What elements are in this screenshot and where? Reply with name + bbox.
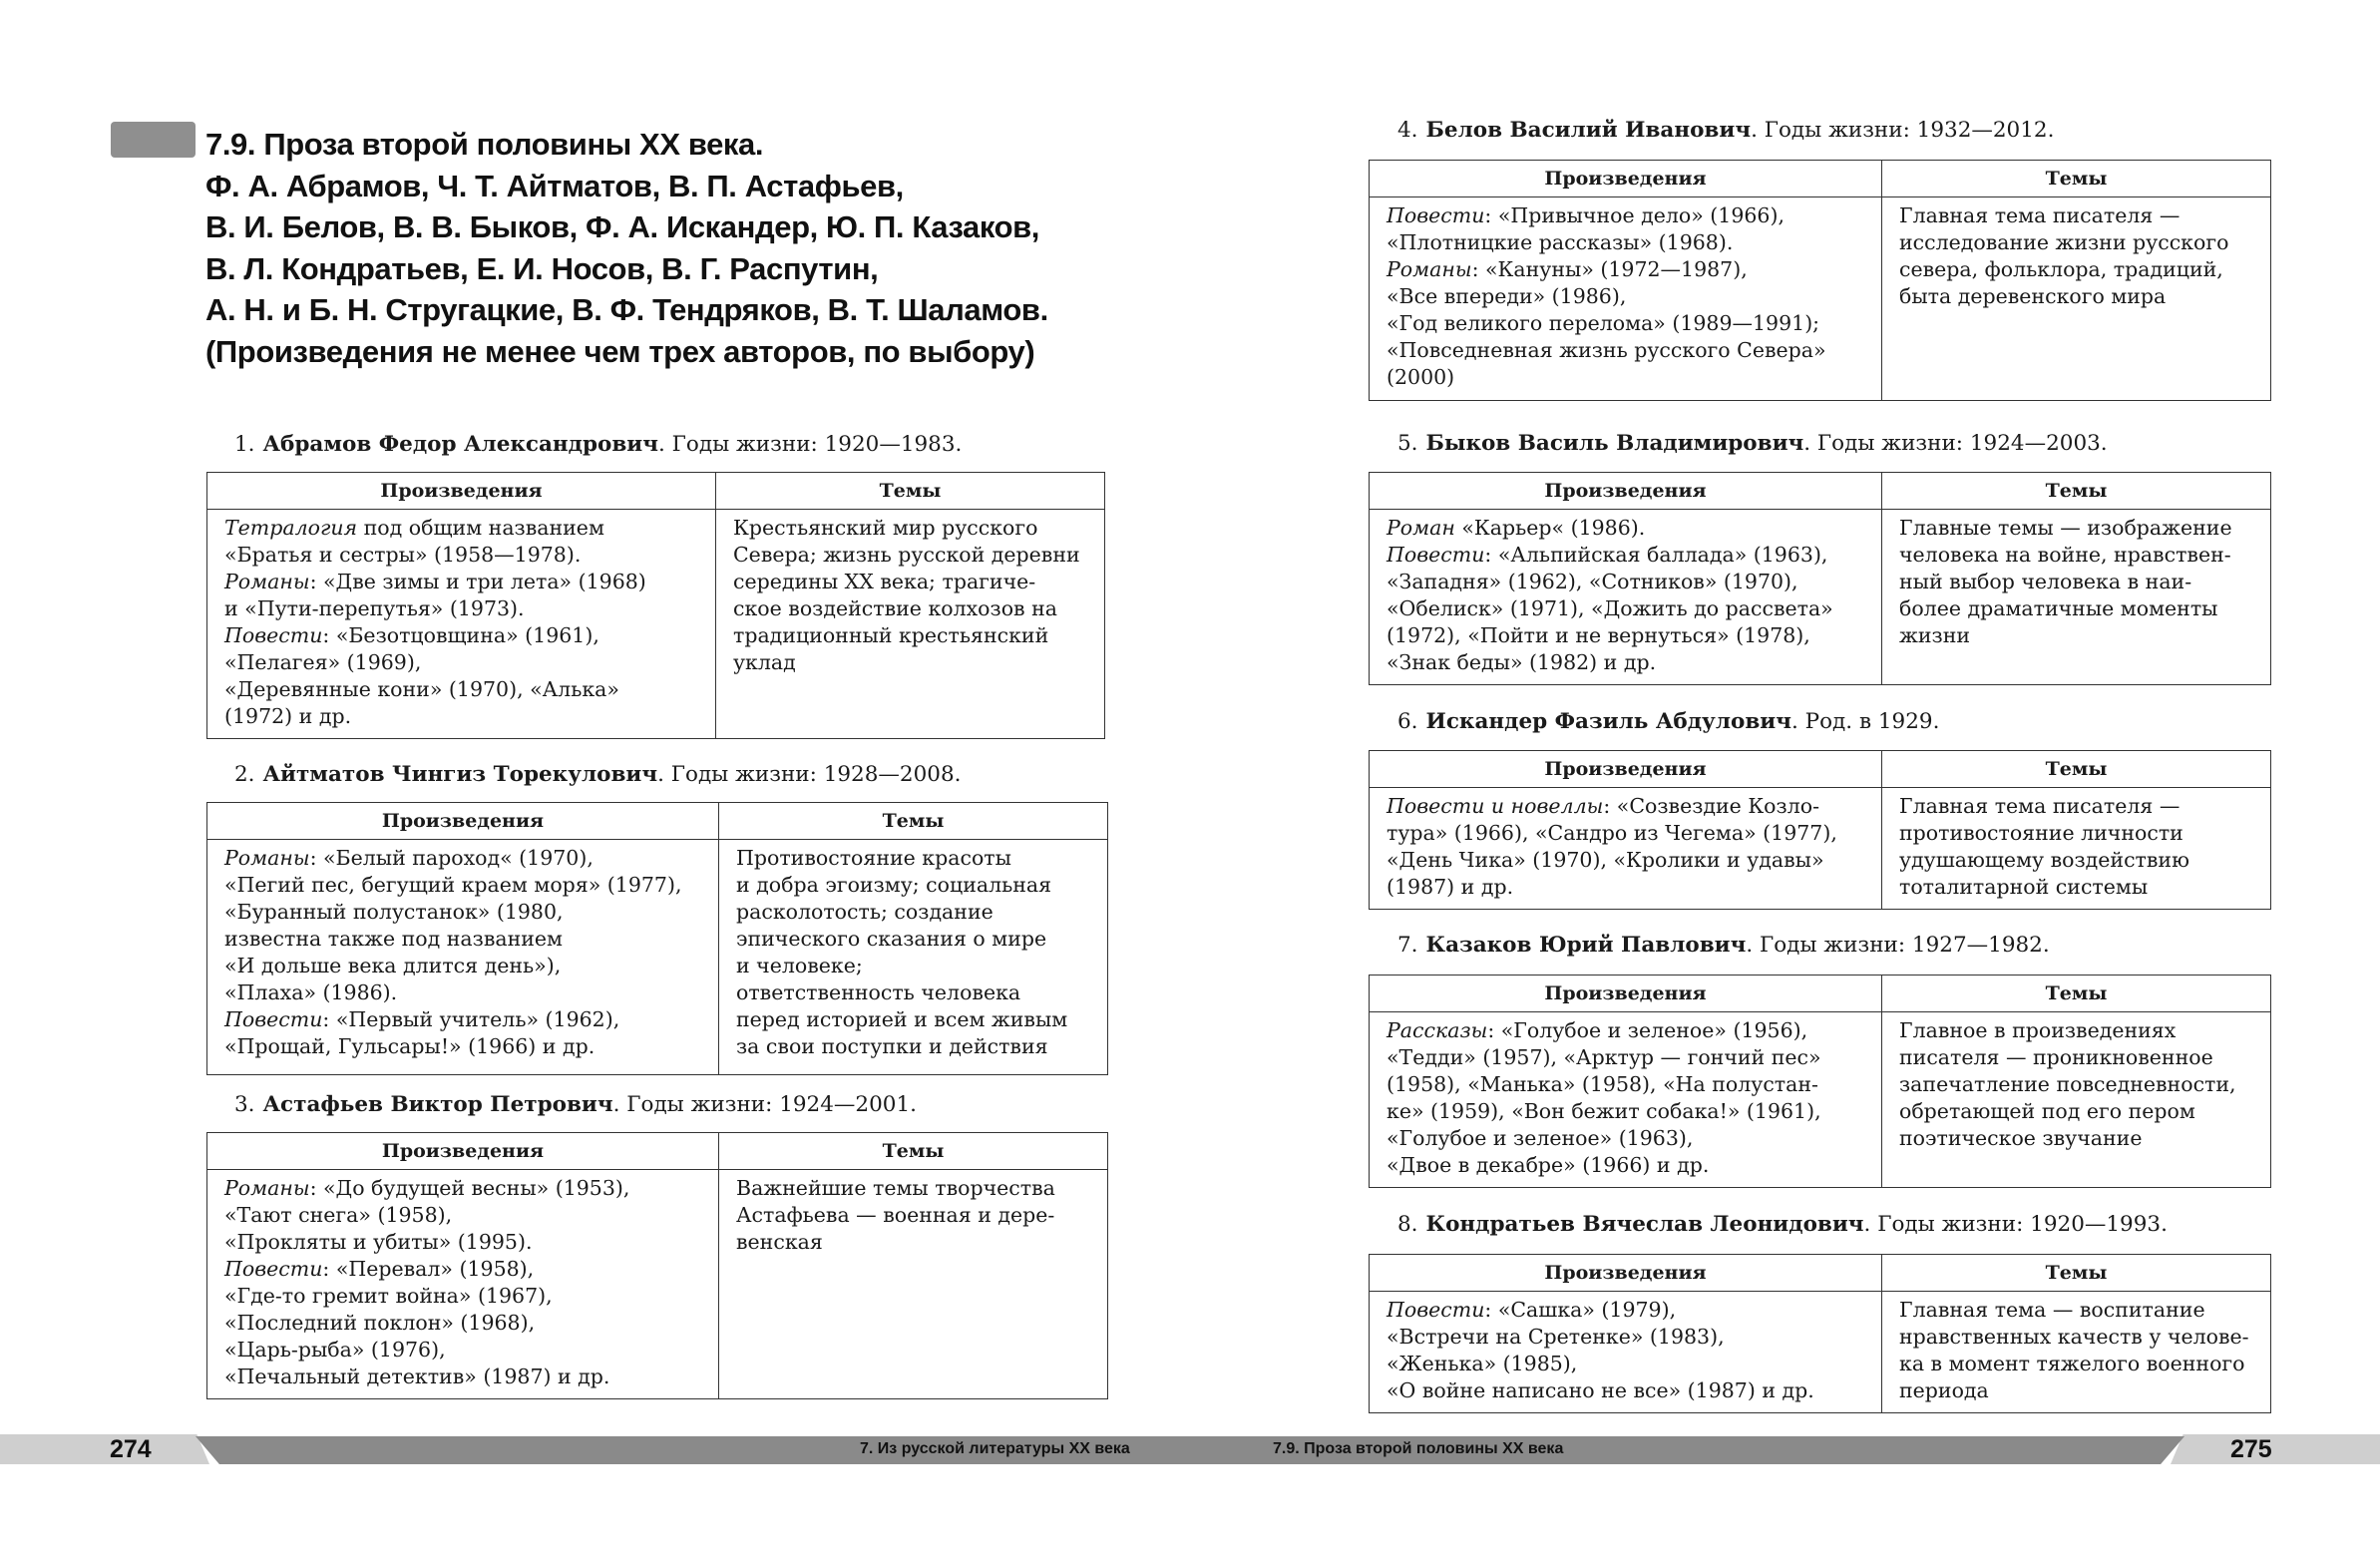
author-years: . Годы жизни: 1927—1982. — [1746, 933, 2050, 958]
author-name: Астафьев Виктор Петрович — [262, 1092, 613, 1117]
works-text: (1987) и др. — [1387, 875, 1514, 899]
works-column-header: Произведения — [1370, 473, 1882, 510]
author-number: 5. — [1397, 431, 1418, 456]
themes-cell — [1882, 510, 2271, 685]
works-text: «Встречи на Сретенке» (1983), — [1387, 1325, 1725, 1349]
works-line — [1387, 1071, 1865, 1098]
table-row — [1370, 1012, 2271, 1188]
works-text: «Где-то гремит война» (1967), — [224, 1284, 553, 1308]
works-cell — [1370, 788, 1882, 910]
themes-line: Главная тема — воспитание — [1899, 1298, 2205, 1322]
works-text: «Тедди» (1957), «Арктур — гончий пес» — [1387, 1045, 1821, 1069]
works-line — [1387, 515, 1865, 542]
themes-column-header: Темы — [719, 1133, 1108, 1170]
section-marker — [111, 122, 196, 158]
works-line — [224, 845, 702, 872]
themes-cell — [719, 840, 1108, 1075]
works-line — [1387, 283, 1865, 310]
section-heading-line: В. Л. Кондратьев, Е. И. Носов, В. Г. Распутин, — [205, 250, 879, 286]
works-text: «Плотницкие рассказы» (1968). — [1387, 230, 1734, 254]
section-heading-line: (Произведения не менее чем трех авторов, по выбору) — [205, 333, 1035, 369]
left-running-head: 7. Из русской литературы XX века — [860, 1440, 1130, 1457]
works-text: «Все впереди» (1986), — [1387, 284, 1627, 308]
themes-line: Главная тема писателя — — [1899, 203, 2181, 227]
genre-label: Повести — [224, 1007, 323, 1031]
genre-label: Повести — [1387, 543, 1485, 567]
themes-line: Главная тема писателя — — [1899, 794, 2181, 818]
works-text: ке» (1959), «Вон бежит собака!» (1961), — [1387, 1099, 1821, 1123]
works-text: : «Первый учитель» (1962), — [322, 1007, 620, 1031]
works-table — [206, 1132, 1108, 1399]
works-table — [1369, 1254, 2271, 1413]
works-line — [1387, 847, 1865, 874]
themes-cell — [716, 510, 1105, 739]
works-text: (1972) и др. — [224, 704, 352, 728]
works-line — [1387, 1152, 1865, 1179]
works-column-header: Произведения — [207, 1133, 719, 1170]
works-table — [206, 802, 1108, 1075]
works-column-header: Произведения — [1370, 161, 1882, 197]
works-text: «Братья и сестры» (1958—1978). — [224, 543, 582, 567]
themes-column-header: Темы — [1882, 473, 2271, 510]
works-text: : «Альпийская баллада» (1963), — [1484, 543, 1828, 567]
themes-cell — [719, 1170, 1108, 1399]
themes-line: Главное в произведениях — [1899, 1018, 2177, 1042]
author-number: 1. — [234, 432, 255, 457]
author-heading — [234, 762, 961, 787]
genre-label: Романы — [224, 846, 310, 870]
table-header-row — [1370, 751, 2271, 788]
works-cell — [1370, 1292, 1882, 1413]
themes-line: жизни — [1899, 623, 1971, 647]
table-row — [1370, 1292, 2271, 1413]
themes-line: и человеке; — [736, 954, 863, 977]
works-line — [224, 953, 702, 979]
works-line — [1387, 1351, 1865, 1377]
works-line — [224, 542, 699, 569]
themes-cell — [1882, 1012, 2271, 1188]
table-row — [207, 1170, 1108, 1399]
author-heading — [1397, 431, 2108, 456]
table-header-row — [1370, 976, 2271, 1012]
table-header-row — [1370, 161, 2271, 197]
author-name: Айтматов Чингиз Торекулович — [262, 762, 658, 787]
works-line — [1387, 1017, 1865, 1044]
themes-line: тоталитарной системы — [1899, 875, 2149, 899]
themes-line: удушающему воздействию — [1899, 848, 2189, 872]
works-line — [224, 676, 699, 703]
works-table — [1369, 160, 2271, 401]
works-text: (1972), «Пойти и не вернуться» (1978), — [1387, 623, 1810, 647]
left-page-number: 274 — [110, 1435, 152, 1463]
themes-line: поэтическое звучание — [1899, 1126, 2143, 1150]
section-heading-line: Ф. А. Абрамов, Ч. Т. Айтматов, В. П. Астафьев, — [205, 168, 904, 203]
table-header-row — [207, 1133, 1108, 1170]
section-heading-line: В. И. Белов, В. В. Быков, Ф. А. Искандер, Ю. П. Казаков, — [205, 209, 1040, 244]
themes-cell — [1882, 788, 2271, 910]
author-heading — [234, 1092, 917, 1117]
works-text: : «Привычное дело» (1966), — [1484, 203, 1785, 227]
author-number: 4. — [1397, 118, 1418, 143]
works-text: «Пегий пес, бегущий краем моря» (1977), — [224, 873, 682, 897]
themes-line: Севера; жизнь русской деревни — [733, 543, 1080, 567]
works-line — [1387, 622, 1865, 649]
themes-line: и добра эгоизму; социальная — [736, 873, 1052, 897]
works-line — [224, 703, 699, 730]
table-header-row — [207, 803, 1108, 840]
works-text: «Западня» (1962), «Сотников» (1970), — [1387, 570, 1798, 593]
works-line — [224, 872, 702, 899]
themes-column-header: Темы — [1882, 976, 2271, 1012]
themes-column-header: Темы — [1882, 1255, 2271, 1292]
author-number: 8. — [1397, 1212, 1418, 1237]
author-number: 3. — [234, 1092, 255, 1117]
works-line — [224, 1310, 702, 1337]
works-text: : «Две зимы и три лета» (1968) — [309, 570, 646, 593]
works-text: : «Созвездие Козло- — [1603, 794, 1820, 818]
author-years: . Годы жизни: 1924—2003. — [1803, 431, 2108, 456]
works-text: : «До будущей весны» (1953), — [309, 1176, 630, 1200]
works-line — [224, 899, 702, 926]
genre-label: Романы — [224, 570, 310, 593]
author-years: . Годы жизни: 1924—2001. — [612, 1092, 917, 1117]
works-line — [1387, 595, 1865, 622]
right-running-head: 7.9. Проза второй половины XX века — [1273, 1440, 1564, 1457]
works-line — [1387, 569, 1865, 595]
works-line — [1387, 542, 1865, 569]
works-text: под общим названием — [357, 516, 604, 540]
works-line — [1387, 364, 1865, 391]
author-years: . Годы жизни: 1920—1993. — [1863, 1212, 2168, 1237]
author-number: 2. — [234, 762, 255, 787]
genre-label: Повести — [1387, 1298, 1485, 1322]
works-line — [224, 1006, 702, 1033]
works-text: «Печальный детектив» (1987) и др. — [224, 1365, 610, 1388]
works-line — [224, 1033, 702, 1060]
themes-line: запечатление повседневности, — [1899, 1072, 2236, 1096]
works-line — [1387, 310, 1865, 337]
works-text: «Прокляты и убиты» (1995). — [224, 1230, 533, 1254]
table-header-row — [1370, 473, 2271, 510]
right-page-number: 275 — [2230, 1435, 2272, 1463]
themes-line: Важнейшие темы творчества — [736, 1176, 1055, 1200]
works-line — [224, 1256, 702, 1283]
works-cell — [207, 1170, 719, 1399]
works-text: «Женька» (1985), — [1387, 1352, 1578, 1375]
table-row — [1370, 510, 2271, 685]
works-text: «Знак беды» (1982) и др. — [1387, 650, 1657, 674]
works-text: «О войне написано не все» (1987) и др. — [1387, 1378, 1814, 1402]
works-text: «Голубое и зеленое» (1963), — [1387, 1126, 1694, 1150]
genre-label: Роман — [1387, 516, 1455, 540]
works-text: и «Пути-перепутья» (1973). — [224, 596, 525, 620]
author-number: 7. — [1397, 933, 1418, 958]
works-text: : «Сашка» (1979), — [1484, 1298, 1677, 1322]
themes-column-header: Темы — [1882, 751, 2271, 788]
section-heading-line: 7.9. Проза второй половины XX века. — [205, 127, 764, 162]
works-text: : «Белый пароход« (1970), — [309, 846, 594, 870]
works-line — [1387, 1324, 1865, 1351]
author-years: . Род. в 1929. — [1790, 709, 1940, 734]
author-heading — [1397, 1212, 2168, 1237]
works-table — [1369, 750, 2271, 910]
author-heading — [1397, 933, 2050, 958]
works-text: «Повседневная жизнь русского Севера» — [1387, 338, 1826, 362]
table-row — [207, 510, 1105, 739]
left-page — [0, 0, 1190, 1436]
themes-line: венская — [736, 1230, 823, 1254]
author-heading — [1397, 709, 1939, 734]
themes-line: Астафьева — военная и дере- — [736, 1203, 1055, 1227]
themes-line: перед историей и всем живым — [736, 1007, 1068, 1031]
works-text: «Последний поклон» (1968), — [224, 1311, 536, 1335]
footer-tab-left — [0, 1434, 209, 1464]
works-line — [1387, 649, 1865, 676]
works-text: «И дольше века длится день»), — [224, 954, 562, 977]
works-line — [1387, 1377, 1865, 1404]
works-line — [224, 595, 699, 622]
works-line — [1387, 337, 1865, 364]
themes-line: человека на войне, нравствен- — [1899, 543, 2231, 567]
works-line — [1387, 1098, 1865, 1125]
themes-line: традиционный крестьянский — [733, 623, 1049, 647]
author-heading — [1397, 118, 2054, 143]
works-text: известна также под названием — [224, 927, 564, 951]
themes-line: быта деревенского мира — [1899, 284, 2167, 308]
table-row — [207, 840, 1108, 1075]
genre-label: Повести — [1387, 203, 1485, 227]
themes-line: расколотость; создание — [736, 900, 993, 924]
table-header-row — [207, 473, 1105, 510]
works-text: «День Чика» (1970), «Кролики и удавы» — [1387, 848, 1824, 872]
author-name: Казаков Юрий Павлович — [1425, 933, 1747, 958]
works-cell — [1370, 1012, 1882, 1188]
works-column-header: Произведения — [1370, 1255, 1882, 1292]
themes-line: середины XX века; трагиче- — [733, 570, 1036, 593]
works-text: «Деревянные кони» (1970), «Алька» — [224, 677, 619, 701]
genre-label: Повести — [224, 1257, 323, 1281]
themes-cell — [1882, 1292, 2271, 1413]
themes-column-header: Темы — [716, 473, 1105, 510]
works-column-header: Произведения — [1370, 976, 1882, 1012]
works-line — [224, 1337, 702, 1364]
author-name: Искандер Фазиль Абдулович — [1425, 709, 1791, 734]
works-text: «Карьер« (1986). — [1454, 516, 1646, 540]
themes-line: ка в момент тяжелого военного — [1899, 1352, 2245, 1375]
works-text: «Буранный полустанок» (1980, — [224, 900, 564, 924]
works-line — [224, 1202, 702, 1229]
themes-line: обретающей под его пером — [1899, 1099, 2195, 1123]
themes-column-header: Темы — [1882, 161, 2271, 197]
themes-line: нравственных качеств у челове- — [1899, 1325, 2249, 1349]
works-line — [224, 979, 702, 1006]
genre-label: Романы — [224, 1176, 310, 1200]
author-name: Быков Василь Владимирович — [1425, 431, 1804, 456]
works-line — [1387, 874, 1865, 901]
works-text: «Двое в декабре» (1966) и др. — [1387, 1153, 1710, 1177]
table-row — [1370, 197, 2271, 401]
works-line — [224, 1364, 702, 1390]
works-line — [224, 622, 699, 649]
works-column-header: Произведения — [207, 803, 719, 840]
works-text: : «Голубое и зеленое» (1956), — [1487, 1018, 1808, 1042]
works-text: : «Перевал» (1958), — [322, 1257, 535, 1281]
works-line — [224, 569, 699, 595]
footer-tab-right — [2171, 1434, 2380, 1464]
themes-line: периода — [1899, 1378, 1989, 1402]
works-text: (2000) — [1387, 365, 1455, 389]
author-heading — [234, 432, 962, 457]
works-line — [224, 1283, 702, 1310]
genre-label: Повести — [224, 623, 323, 647]
works-text: : «Кануны» (1972—1987), — [1471, 257, 1748, 281]
works-line — [224, 926, 702, 953]
themes-line: исследование жизни русского — [1899, 230, 2229, 254]
works-text: : «Безотцовщина» (1961), — [322, 623, 599, 647]
works-text: «Пелагея» (1969), — [224, 650, 422, 674]
themes-line: противостояние личности — [1899, 821, 2183, 845]
works-cell — [1370, 197, 1882, 401]
works-cell — [207, 840, 719, 1075]
works-text: «Царь-рыба» (1976), — [224, 1338, 446, 1362]
works-line — [224, 1175, 702, 1202]
author-name: Белов Василий Иванович — [1425, 118, 1752, 143]
author-years: . Годы жизни: 1920—1983. — [658, 432, 963, 457]
works-line — [1387, 1125, 1865, 1152]
themes-line: Крестьянский мир русского — [733, 516, 1038, 540]
works-line — [1387, 256, 1865, 283]
genre-label: Тетралогия — [224, 516, 358, 540]
works-line — [1387, 229, 1865, 256]
works-line — [224, 515, 699, 542]
section-heading-line: А. Н. и Б. Н. Стругацкие, В. Ф. Тендряков, В. Т. Шаламов. — [205, 292, 1048, 327]
footer-bar — [196, 1436, 2184, 1464]
themes-line: ный выбор человека в наи- — [1899, 570, 2192, 593]
works-line — [224, 1229, 702, 1256]
works-text: «Прощай, Гульсары!» (1966) и др. — [224, 1034, 595, 1058]
themes-line: писателя — проникновенное — [1899, 1045, 2213, 1069]
themes-column-header: Темы — [719, 803, 1108, 840]
works-table — [1369, 975, 2271, 1188]
works-text: тура» (1966), «Сандро из Чегема» (1977), — [1387, 821, 1837, 845]
author-number: 6. — [1397, 709, 1418, 734]
works-column-header: Произведения — [1370, 751, 1882, 788]
works-text: «Плаха» (1986). — [224, 980, 398, 1004]
works-text: (1958), «Манька» (1958), «На полустан- — [1387, 1072, 1818, 1096]
genre-label: Рассказы — [1387, 1018, 1488, 1042]
works-cell — [207, 510, 716, 739]
works-line — [1387, 1044, 1865, 1071]
author-name: Абрамов Федор Александрович — [262, 432, 658, 457]
works-line — [1387, 1297, 1865, 1324]
author-name: Кондратьев Вячеслав Леонидович — [1425, 1212, 1864, 1237]
page-footer — [0, 1434, 2380, 1464]
works-column-header: Произведения — [207, 473, 716, 510]
themes-line: севера, фольклора, традиций, — [1899, 257, 2223, 281]
themes-line: уклад — [733, 650, 796, 674]
table-header-row — [1370, 1255, 2271, 1292]
themes-line: более драматичные моменты — [1899, 596, 2218, 620]
works-text: «Обелиск» (1971), «Дожить до рассвета» — [1387, 596, 1833, 620]
genre-label: Повести и новеллы — [1387, 794, 1604, 818]
themes-line: за свои поступки и действия — [736, 1034, 1048, 1058]
section-heading — [205, 124, 1103, 372]
themes-line: ответственность человека — [736, 980, 1021, 1004]
works-cell — [1370, 510, 1882, 685]
author-years: . Годы жизни: 1928—2008. — [657, 762, 962, 787]
works-text: «Год великого перелома» (1989—1991); — [1387, 311, 1820, 335]
themes-line: ское воздействие колхозов на — [733, 596, 1057, 620]
themes-line: эпического сказания о мире — [736, 927, 1047, 951]
genre-label: Романы — [1387, 257, 1472, 281]
themes-line: Противостояние красоты — [736, 846, 1011, 870]
works-table — [206, 472, 1105, 739]
works-line — [1387, 202, 1865, 229]
works-line — [224, 649, 699, 676]
table-row — [1370, 788, 2271, 910]
works-table — [1369, 472, 2271, 685]
works-text: «Тают снега» (1958), — [224, 1203, 453, 1227]
themes-cell — [1882, 197, 2271, 401]
works-line — [1387, 820, 1865, 847]
author-years: . Годы жизни: 1932—2012. — [1751, 118, 2055, 143]
works-line — [1387, 793, 1865, 820]
themes-line: Главные темы — изображение — [1899, 516, 2232, 540]
right-page — [1190, 0, 2380, 1436]
